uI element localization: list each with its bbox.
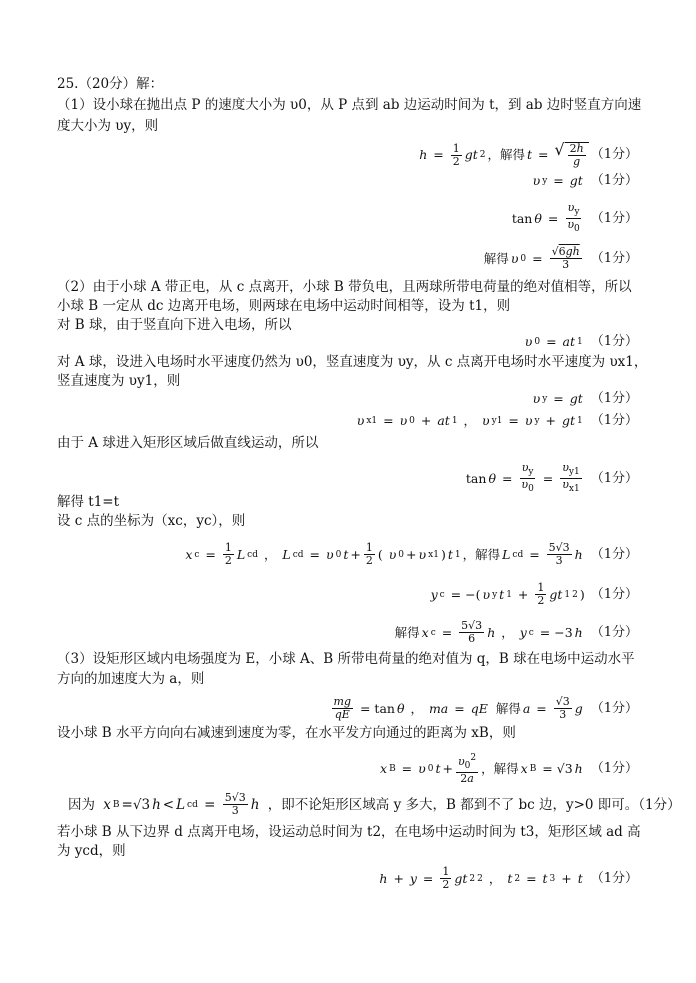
eq-h-time: h = 1 2 gt 2 ，解得 t = √ $\frac{2h}{g}$ （1分） xyxy=(419,140,638,168)
part2-line2: 小球 B 一定从 dc 边离开电场，则两球在电场中运动时间相等，设为 t1，则 xyxy=(57,298,511,314)
eq-xc-yc-result: 解得 x c = 5√3 6 h ， y c = −3 h （1分） xyxy=(394,619,638,645)
part2-line1: （2）由于小球 A 带正电，从 c 点离开，小球 B 带负电，且两球所带电荷量的绝对值相等，所以 xyxy=(57,279,632,295)
part3-line2: 方向的加速度大为 a，则 xyxy=(57,671,205,687)
eq-v0-at1: υ 0 = at 1 （1分） xyxy=(524,334,638,349)
part3-line6: 为 ycd，则 xyxy=(57,843,126,859)
part3-line1: （3）设矩形区域内电场强度为 E，小球 A、B 所带电荷量的绝对值为 q，B 球在电场中运动水平 xyxy=(57,651,635,667)
problem-header: 25.（20分）解： xyxy=(57,76,164,92)
eq-total-time: h + y = 1 2 gt 2 2 ， t 2 = t 3 + t （1分） xyxy=(379,865,638,891)
part2-line8: 设 c 点的坐标为（xc，yc），则 xyxy=(57,513,246,529)
eq-tan-theta: tan θ = $\upsilon_y$ $\upsilon_0$ （1分） xyxy=(511,201,638,234)
part3-line4: 因为 x B =√3 h < L cd = 5√3 3 h ，即不论矩形区域高 y 多大，B 都到不了 bc 边，y>0 即可。（1分） xyxy=(68,791,681,817)
eq-vy: υ y = gt （1分） xyxy=(532,173,638,188)
part3-line5: 若小球 B 从下边界 d 点离开电场，设运动总时间为 t2，在电场中运动时间为 t3，矩形区域 ad 高 xyxy=(57,824,641,840)
part3-line3: 设小球 B 水平方向向右减速到速度为零，在水平发方向通过的距离为 xB，则 xyxy=(57,725,516,741)
eq-tan-ratio: tan θ = $\upsilon_y$ $\upsilon_0$ = $\upsilon_{y1}$ $\upsilon_{x1}$ （1分） xyxy=(465,461,638,494)
part1-line1: （1）设小球在抛出点 P 的速度大小为 υ0，从 P 点到 ab 边运动时间为 t，到 ab 边时竖直方向速 xyxy=(57,97,642,113)
eq-xc-lcd: x c = 1 2 L cd ， L cd = υ 0 t + 1 2 ( υ 0 + υ x1 ) t 1 ，解得 L cd = 5√3 3 h （1分） xyxy=(185,541,638,567)
part2-line5: 竖直速度为 υy1，则 xyxy=(57,373,181,389)
eq-v0-result: 解得 υ 0 = √6gh 3 （1分） xyxy=(483,245,638,271)
part2-line7: 解得 t1=t xyxy=(57,494,120,510)
eq-vy-gt: υ y = gt （1分） xyxy=(532,391,638,406)
part1-line2: 度大小为 υy，则 xyxy=(57,118,159,134)
eq-yc: y c = −( υ y t 1 + 1 2 gt 1 2 ) （1分） xyxy=(430,581,638,607)
part2-line6: 由于 A 球进入矩形区域后做直线运动，所以 xyxy=(57,435,319,451)
eq-xb: x B = υ 0 t + $\upsilon_0^2$ 2a ，解得 x B = √3 h （1分） xyxy=(380,753,638,785)
part2-line3: 对 B 球，由于竖直向下进入电场，所以 xyxy=(57,317,292,333)
eq-vx1-vy1: υ x1 = υ 0 + at 1 ， υ y1 = υ y + gt 1 （1分） xyxy=(356,413,638,428)
part2-line4: 对 A 球，设进入电场时水平速度仍然为 υ0，竖直速度为 υy，从 c 点离开电场时水平速度为 υx1， xyxy=(57,354,648,370)
eq-acceleration: mg qE = tan θ ， ma = qE 解得 a = √3 3 g （1分） xyxy=(333,695,638,721)
